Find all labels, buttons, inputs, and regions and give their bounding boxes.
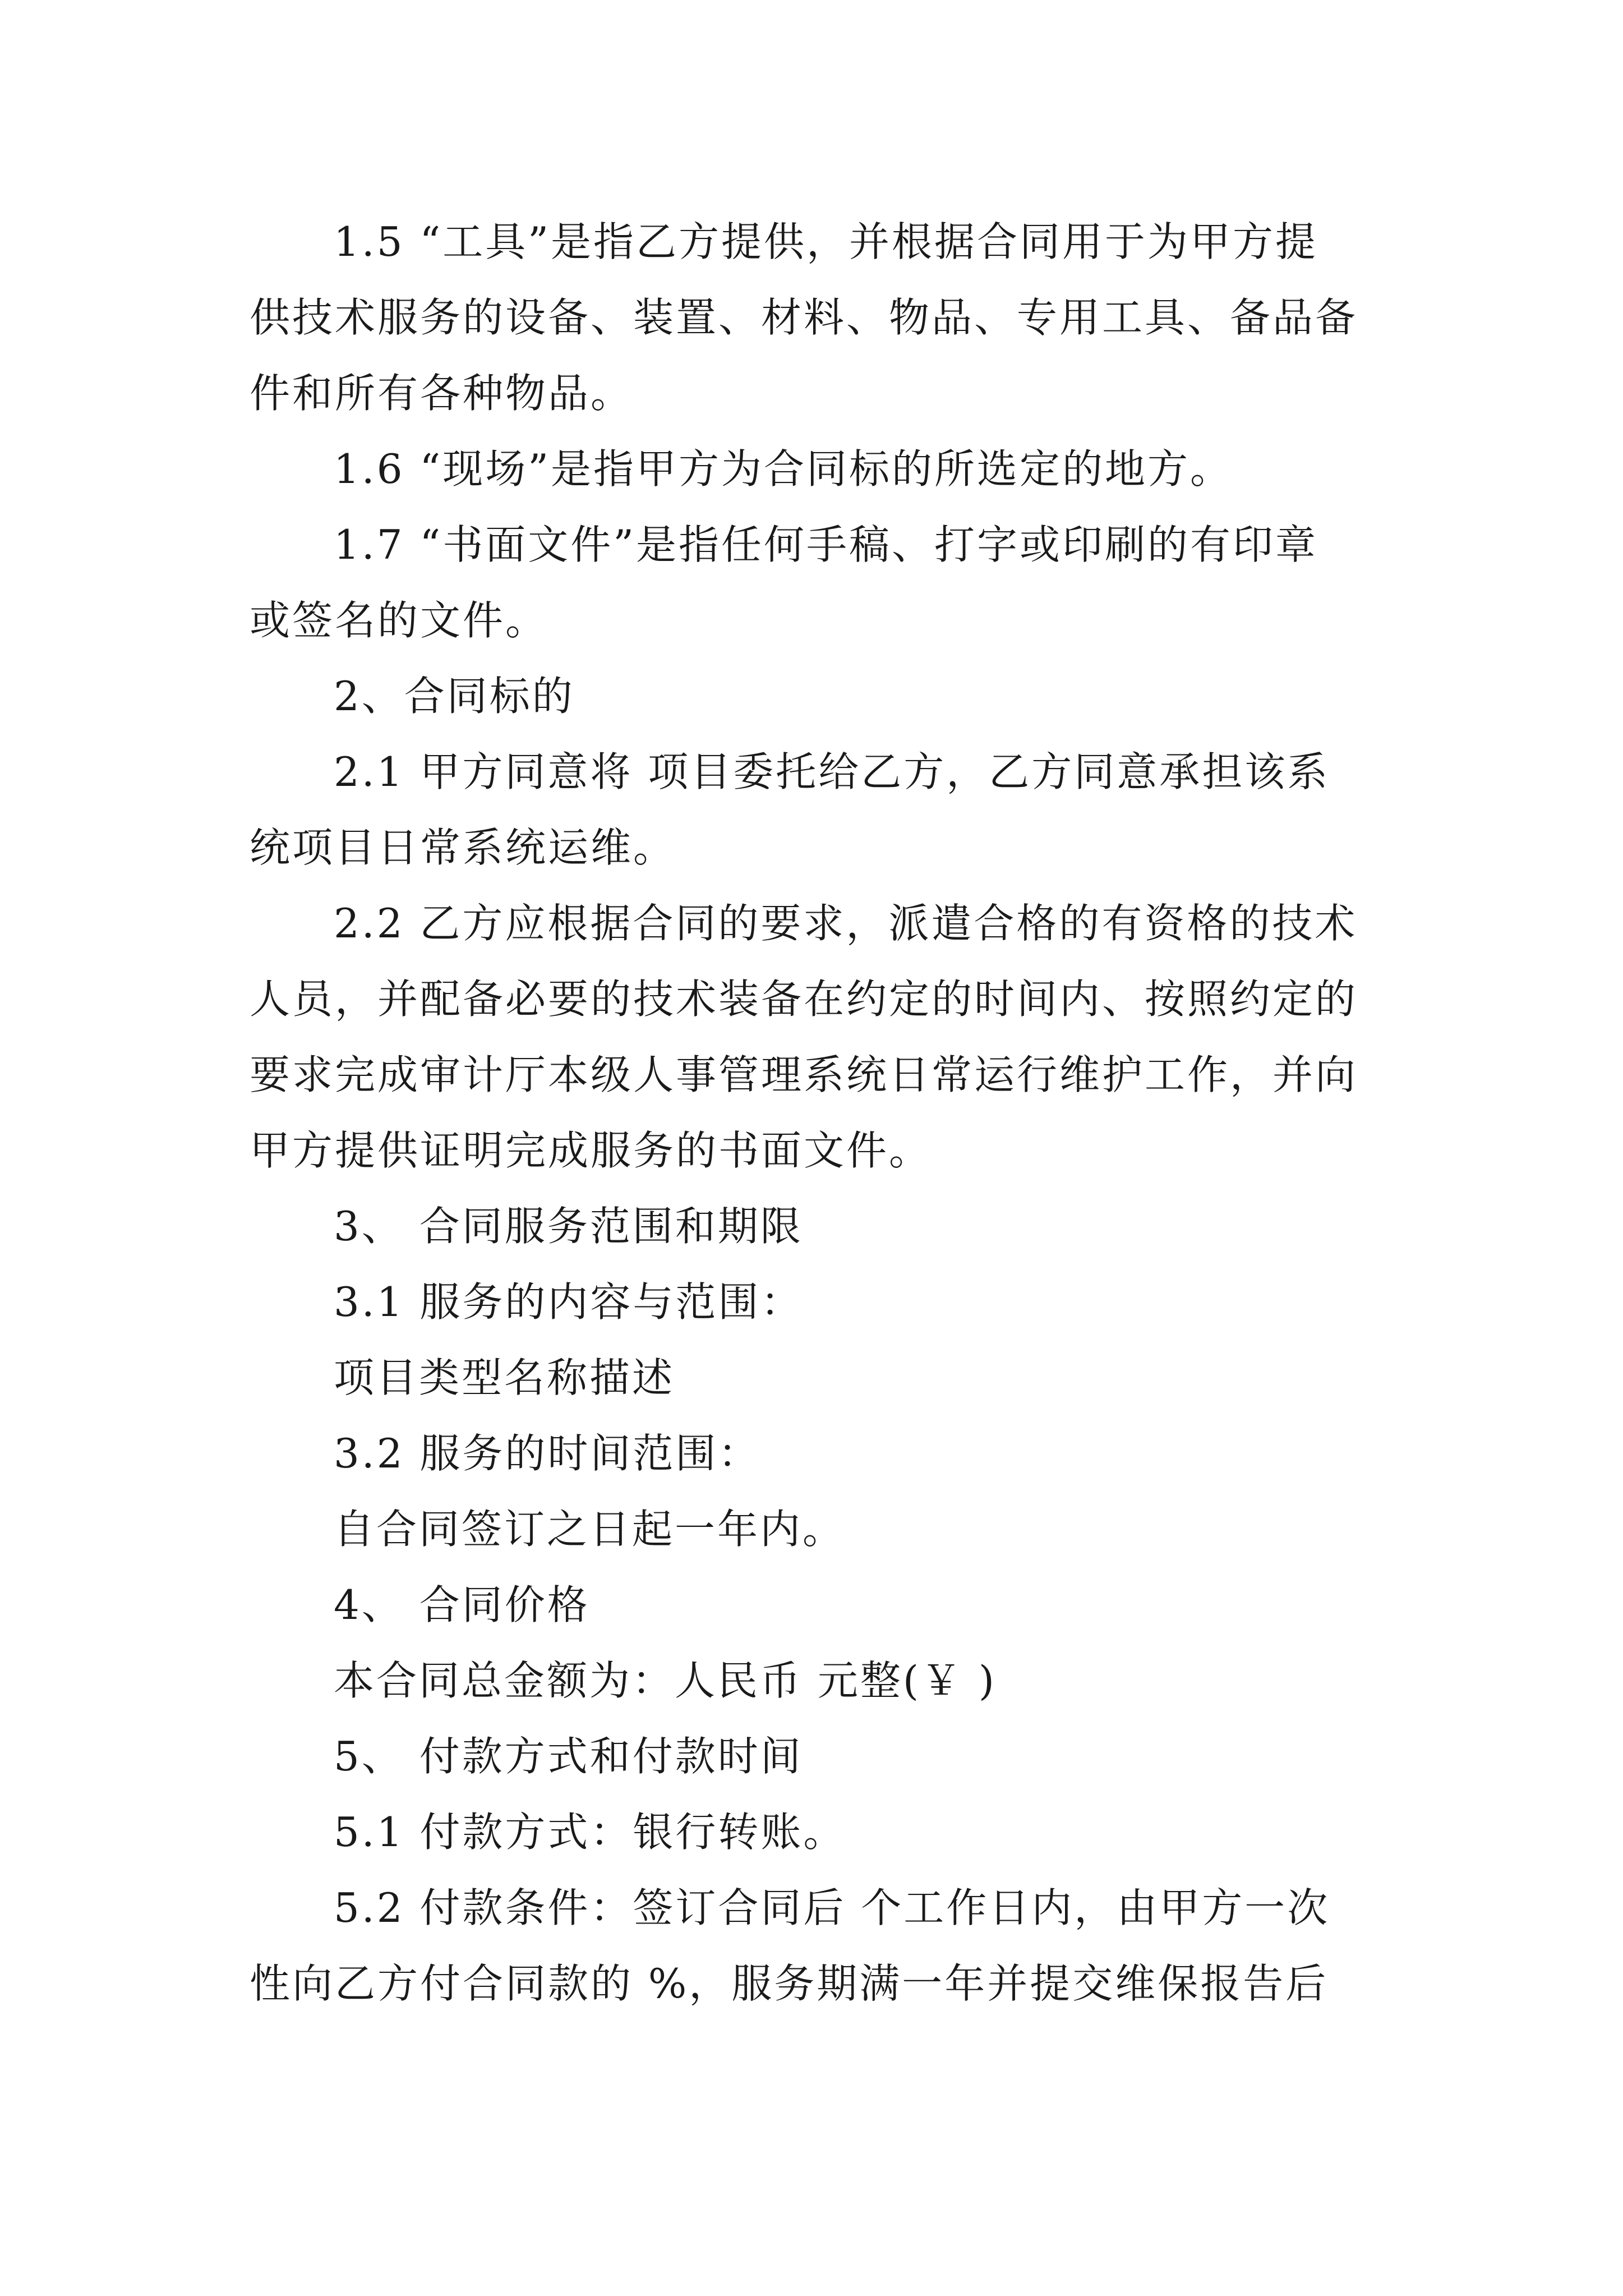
text-line: 1.6 “现场”是指甲方为合同标的所选定的地方。 — [334, 445, 1233, 493]
text-line: 项目类型名称描述 — [334, 1354, 675, 1401]
text-line: 2.2 乙方应根据合同的要求，派遣合格的有资格的技术 — [334, 900, 1358, 947]
text-line: 1.7 “书面文件”是指任何手稿、打字或印刷的有印章 — [334, 521, 1318, 568]
text-line: 人员，并配备必要的技术装备在约定的时间内、按照约定的 — [250, 976, 1358, 1023]
text-line: 要求完成审计厅本级人事管理系统日常运行维护工作，并向 — [250, 1051, 1358, 1098]
section-heading: 3、 合同服务范围和期限 — [334, 1203, 803, 1250]
text-line: 性向乙方付合同款的 %，服务期满一年并提交维保报告后 — [250, 1960, 1329, 2007]
text-line: 2.1 甲方同意将 项目委托给乙方，乙方同意承担该系 — [334, 748, 1330, 795]
text-line: 3.2 服务的时间范围： — [334, 1430, 761, 1477]
text-line: 或签名的文件。 — [250, 597, 548, 644]
section-heading: 5、 付款方式和付款时间 — [334, 1733, 803, 1780]
text-line: 5.2 付款条件：签订合同后 个工作日内，由甲方一次 — [334, 1884, 1330, 1931]
section-heading: 4、 合同价格 — [334, 1581, 590, 1628]
text-line: 甲方提供证明完成服务的书面文件。 — [250, 1127, 932, 1174]
text-line: 1.5 “工具”是指乙方提供，并根据合同用于为甲方提 — [334, 218, 1318, 265]
text-line: 件和所有各种物品。 — [250, 370, 634, 417]
text-line: 5.1 付款方式：银行转账。 — [334, 1809, 846, 1856]
text-line: 统项目日常系统运维。 — [250, 824, 676, 871]
text-line: 3.1 服务的内容与范围： — [334, 1278, 804, 1326]
text-line: 本合同总金额为：人民币 元整(￥ ) — [334, 1657, 997, 1704]
text-line: 供技术服务的设备、装置、材料、物品、专用工具、备品备 — [250, 294, 1358, 341]
section-heading: 2、合同标的 — [334, 673, 575, 720]
text-line: 自合同签订之日起一年内。 — [334, 1506, 846, 1553]
